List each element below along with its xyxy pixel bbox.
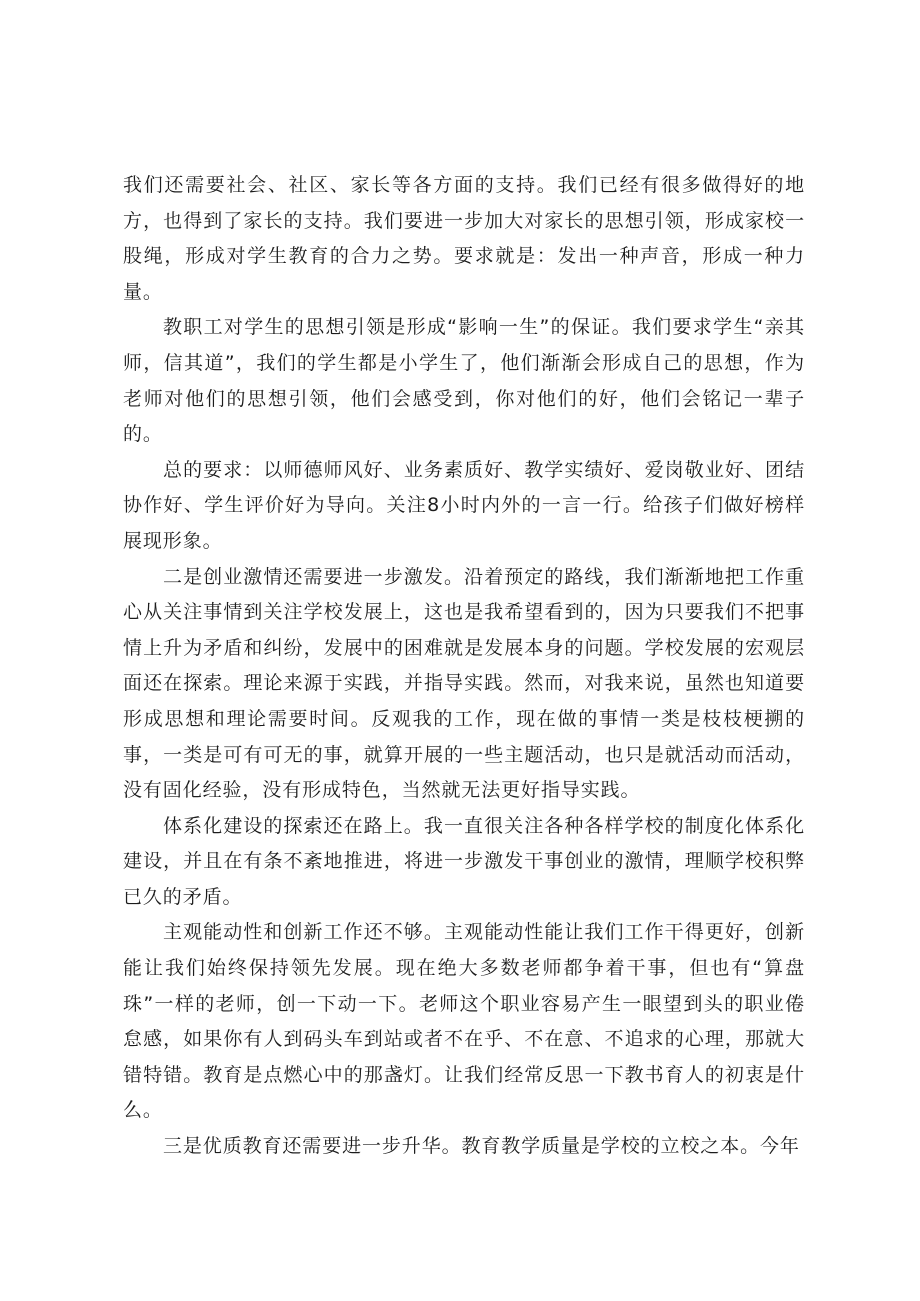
paragraph-entrepreneurial-passion: 二是创业激情还需要进一步激发。沿着预定的路线，我们渐渐地把工作重心从关注事情到关注学校发展上，这也是我希望看到的，因为只要我们不把事情上升为矛盾和纠纷，发展中的困难就是发展本身的问题。学校发展的宏观层面还在探索。理论来源于实践，并指导实践。然而，对我来说，虽然也知道要形成思想和理论需要时间。反观我的工作，现在做的事情一类是枝枝梗搠的事，一类是可有可无的事，就算开展的一些主题活动，也只是就活动而活动，没有固化经验，没有形成特色，当然就无法更好指导实践。 (123, 565, 805, 802)
paragraph-system-building: 体系化建设的探索还在路上。我一直很关注各种各样学校的制度化体系化建设，并且在有条不紊地推进，将进一步激发干事创业的激情，理顺学校积弊已久的矛盾。 (123, 814, 805, 908)
paragraph-continuation: 我们还需要社会、社区、家长等各方面的支持。我们已经有很多做得好的地方，也得到了家长的支持。我们要进一步加大对家长的思想引领，形成家校一股绳，形成对学生教育的合力之势。要求就是：发出一种声音，形成一种力量。 (123, 174, 805, 303)
paragraph-thought-guidance: 教职工对学生的思想引领是形成“影响一生”的保证。我们要求学生“亲其师，信其道”，我们的学生都是小学生了，他们渐渐会形成自己的思想，作为老师对他们的思想引领，他们会感受到，你对他们的好，他们会铭记一辈子的。 (123, 316, 805, 446)
paragraph-quality-education: 三是优质教育还需要进一步升华。教育教学质量是学校的立校之本。今年 (163, 1135, 800, 1158)
document-page (123, 168, 805, 1165)
paragraph-general-requirements: 总的要求：以师德师风好、业务素质好、教学实绩好、爱岗敬业好、团结协作好、学生评价好为导向。关注8小时内外的一言一行。给孩子们做好榜样展现形象。 (123, 458, 805, 552)
paragraph-initiative-innovation: 主观能动性和创新工作还不够。主观能动性能让我们工作干得更好，创新能让我们始终保持领先发展。现在绝大多数老师都争着干事，但也有“算盘珠”一样的老师，创一下动一下。老师这个职业容易产生一眼望到头的职业倦怠感，如果你有人到码头车到站或者不在乎、不在意、不追求的心理，那就大错特错。教育是点燃心中的那盏灯。让我们经常反思一下教书育人的初衷是什么。 (123, 921, 805, 1122)
